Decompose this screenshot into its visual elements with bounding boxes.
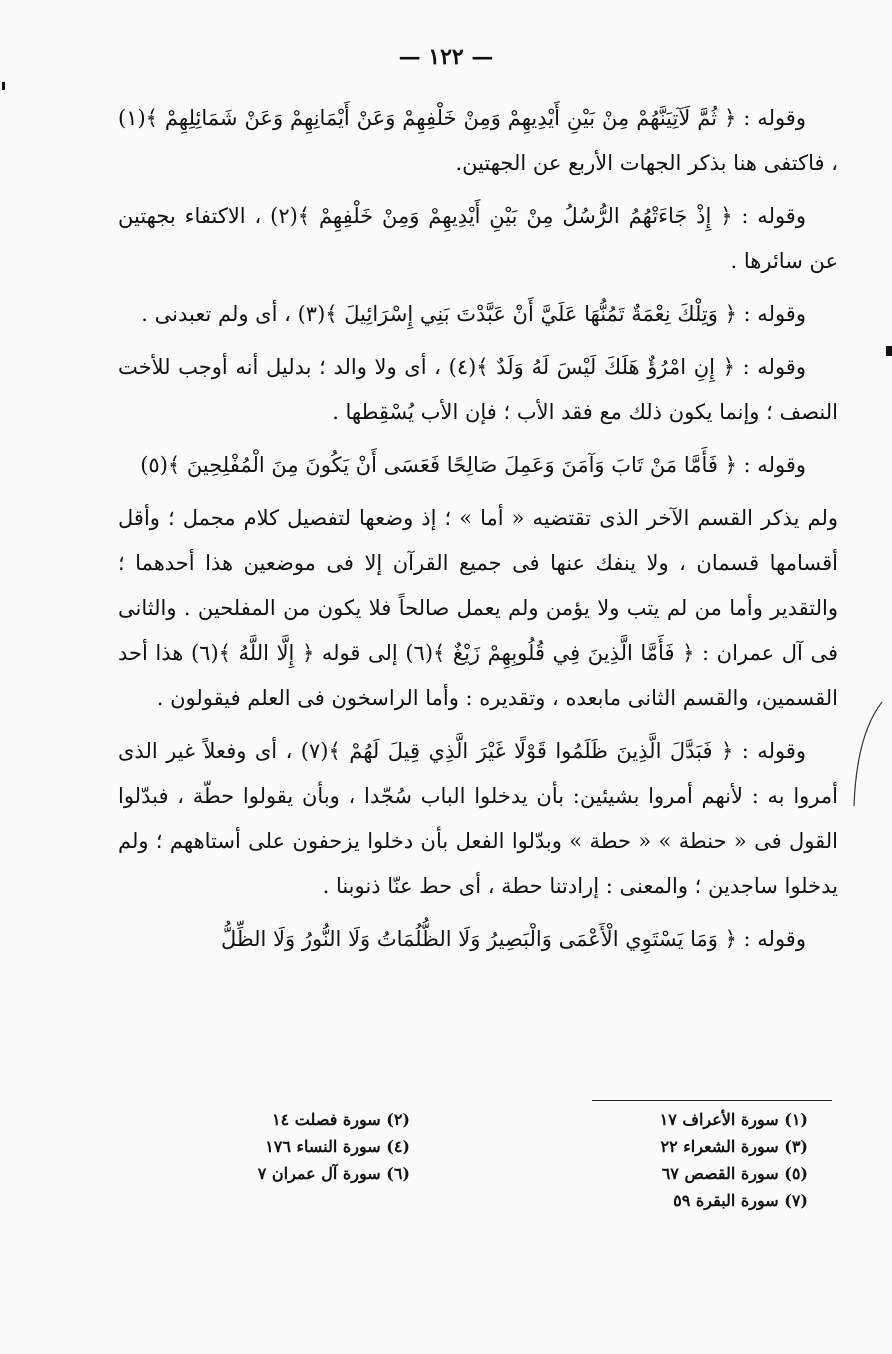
footnote-divider bbox=[592, 1100, 832, 1101]
footnote-6: (٦) سورة آل عمران ٧ bbox=[257, 1164, 410, 1183]
paragraph-8: وقوله : ﴿ وَمَا يَسْتَوِي الْأَعْمَى وَالْبَصِيرُ وَلَا الظُّلُمَاتُ وَلَا النُّورُ وَلَا الظِّلُّ bbox=[221, 927, 806, 951]
scan-margin-mark bbox=[886, 346, 892, 356]
footnotes-left-column bbox=[258, 1106, 410, 1187]
footnote-4: (٤) سورة النساء ١٧٦ bbox=[265, 1137, 410, 1156]
footnotes-right-column bbox=[660, 1106, 808, 1214]
paragraph-7: وقوله : ﴿ فَبَدَّلَ الَّذِينَ ظَلَمُوا قَوْلًا غَيْرَ الَّذِي قِيلَ لَهُمْ ﴾(٧) ، أى وفعلاً غير الذى أمروا به : لأنهم أمروا بشيئين: بأن يدخلوا الباب سُجّدا ، وبأن يقولوا حطّة ، فبدّلوا القول فى « حنطة » « حطة » وبدّلوا الفعل بأن دخلوا يزحفون على أستاههم ؛ ولم يدخلوا ساجدين ؛ والمعنى : إرادتنا حطة ، أى حط عنّا ذنوبنا . bbox=[118, 739, 838, 898]
paragraph-6: ولم يذكر القسم الآخر الذى تقتضيه « أما » ؛ إذ وضعها لتفصيل كلام مجمل ؛ وأقل أقسامها قسمان ، ولا ينفك عنها فى جميع القرآن إلا فى موضعين هذا أحدهما ؛ والتقدير وأما من لم يتب ولا يؤمن ولم يعمل صالحاً فلا يكون من المفلحين . والثانى فى آل عمران : ﴿ فَأَمَّا الَّذِينَ فِي قُلُوبِهِمْ زَيْغٌ ﴾(٦) إلى قوله ﴿ إِلَّا اللَّهُ ﴾(٦) هذا أحد القسمين، والقسم الثانى مابعده ، وتقديره : وأما الراسخون فى العلم فيقولون . bbox=[118, 506, 838, 710]
paragraph-5: وقوله : ﴿ فَأَمَّا مَنْ تَابَ وَآمَنَ وَعَمِلَ صَالِحًا فَعَسَى أَنْ يَكُونَ مِنَ الْمُفْلِحِينَ ﴾(٥) bbox=[140, 453, 806, 477]
body-text bbox=[118, 96, 838, 970]
footnotes bbox=[0, 1106, 892, 1236]
page-number: — ١٢٢ — bbox=[398, 44, 494, 70]
paragraph-3: وقوله : ﴿ وَتِلْكَ نِعْمَةٌ تَمُنُّهَا عَلَيَّ أَنْ عَبَّدْتَ بَنِي إِسْرَائِيلَ ﴾(٣) ، أى ولم تعبدنى . bbox=[141, 302, 806, 326]
footnote-7: (٧) سورة البقرة ٥٩ bbox=[673, 1191, 808, 1210]
footnote-5: (٥) سورة القصص ٦٧ bbox=[661, 1164, 808, 1183]
scan-margin-curve bbox=[848, 700, 888, 810]
paragraph-4: وقوله : ﴿ إِنِ امْرُؤٌ هَلَكَ لَيْسَ لَهُ وَلَدٌ ﴾(٤) ، أى ولا والد ؛ بدليل أنه أوجب للأخت النصف ؛ وإنما يكون ذلك مع فقد الأب ؛ فإن الأب يُسْقِطها . bbox=[118, 355, 838, 424]
footnote-1: (١) سورة الأعراف ١٧ bbox=[659, 1110, 808, 1129]
paragraph-2: وقوله : ﴿ إِذْ جَاءَتْهُمُ الرُّسُلُ مِنْ بَيْنِ أَيْدِيهِمْ وَمِنْ خَلْفِهِمْ ﴾(٢) ، الاكتفاء بجهتين عن سائرها . bbox=[118, 204, 838, 273]
footnote-2: (٢) سورة فصلت ١٤ bbox=[272, 1110, 410, 1129]
scan-margin-mark bbox=[2, 82, 5, 90]
paragraph-1: وقوله : ﴿ ثُمَّ لَآتِيَنَّهُمْ مِنْ بَيْنِ أَيْدِيهِمْ وَمِنْ خَلْفِهِمْ وَعَنْ أَيْمَانِهِمْ وَعَنْ شَمَائِلِهِمْ ﴾(١) ، فاكتفى هنا بذكر الجهات الأربع عن الجهتين. bbox=[118, 106, 838, 175]
footnote-3: (٣) سورة الشعراء ٢٢ bbox=[660, 1137, 808, 1156]
